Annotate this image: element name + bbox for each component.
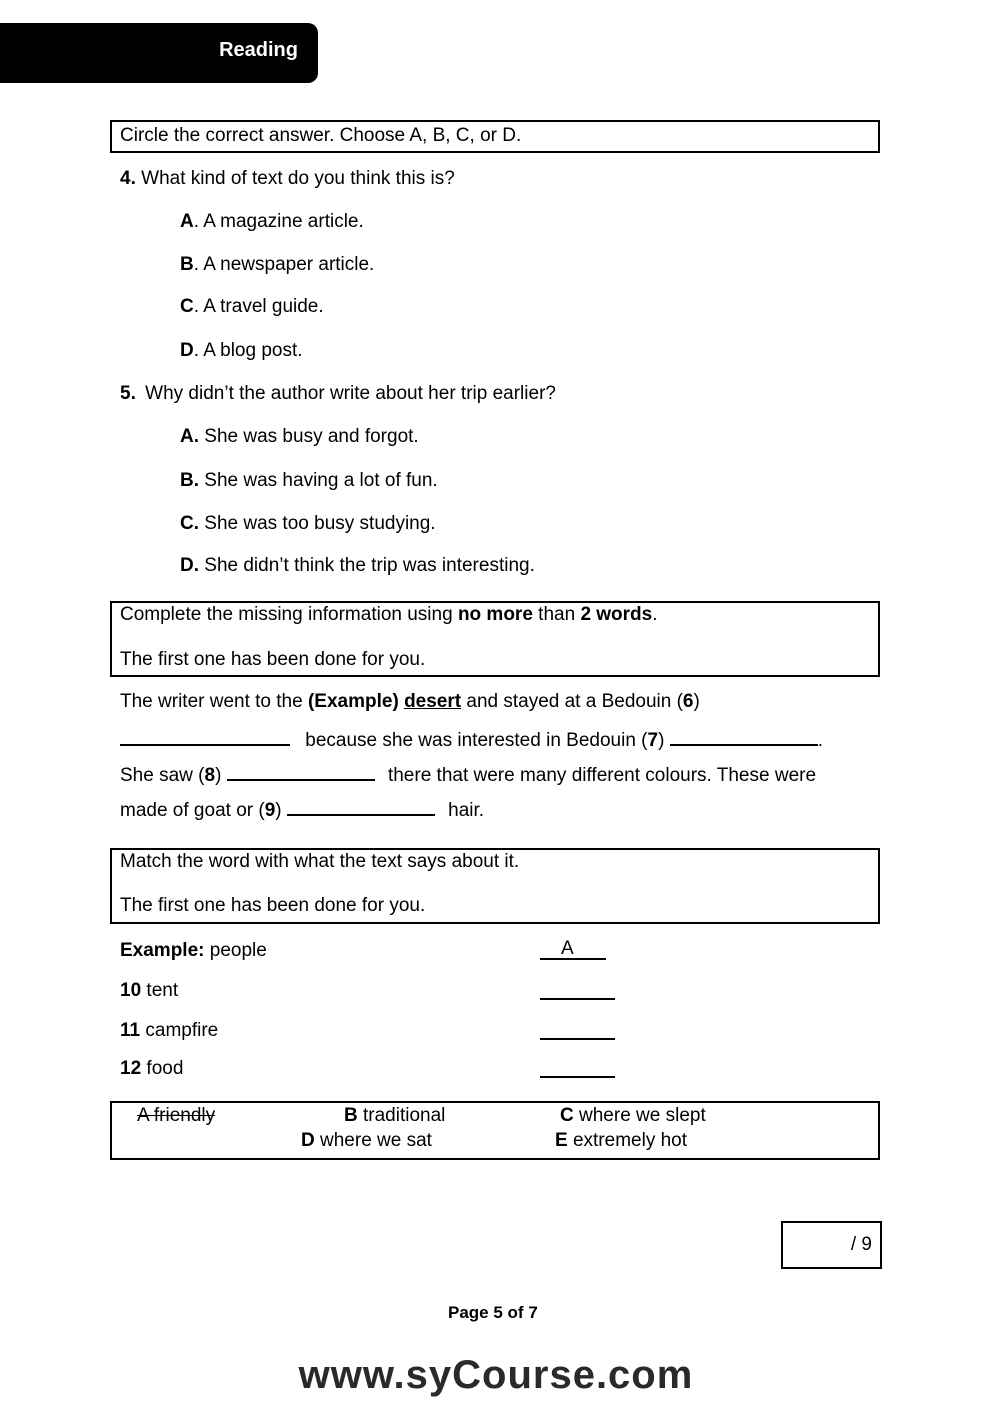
option-text: . A magazine article. bbox=[193, 211, 364, 232]
option-text: She was too busy studying. bbox=[204, 513, 436, 534]
option-letter: D. bbox=[180, 555, 199, 576]
q5-option-a[interactable] bbox=[180, 426, 419, 448]
option-text: She was having a lot of fun. bbox=[204, 470, 438, 491]
match-example-answer: A bbox=[540, 940, 606, 966]
option-letter: B bbox=[180, 254, 194, 275]
q4-option-c[interactable] bbox=[180, 296, 324, 318]
q4-option-b[interactable] bbox=[180, 254, 374, 276]
match-answer-12[interactable] bbox=[540, 1058, 615, 1084]
option-c: C where we slept bbox=[560, 1105, 706, 1126]
instruction-line-2: The first one has been done for you. bbox=[120, 895, 426, 916]
section-title: Reading bbox=[219, 39, 298, 61]
option-a-used: A friendly bbox=[137, 1105, 216, 1126]
page-number: Page 5 of 7 bbox=[448, 1303, 538, 1322]
gapfill-line-1: The writer went to the (Example) desert and stayed at a Bedouin (6) bbox=[120, 691, 700, 712]
answer-blank-8[interactable] bbox=[227, 761, 375, 781]
score-total: / 9 bbox=[850, 1234, 872, 1255]
q5-option-c[interactable] bbox=[180, 513, 436, 535]
gapfill-line-3: She saw (8) there that were many different colours. These were bbox=[120, 761, 816, 787]
option-e: E extremely hot bbox=[555, 1130, 688, 1151]
section-tab bbox=[0, 23, 318, 83]
option-letter: A. bbox=[180, 426, 199, 447]
option-letter: C. bbox=[180, 513, 199, 534]
instruction-line-1: Match the word with what the text says about it. bbox=[120, 851, 520, 872]
q5-option-d[interactable] bbox=[180, 555, 535, 577]
option-letter: A bbox=[180, 211, 194, 232]
gapfill-line-2: because she was interested in Bedouin (7) . bbox=[120, 726, 823, 752]
option-text: She was busy and forgot. bbox=[204, 426, 419, 447]
question-text: What kind of text do you think this is? bbox=[141, 168, 455, 189]
match-example-row: Example: people bbox=[120, 940, 267, 961]
score-box bbox=[781, 1221, 882, 1269]
option-text: She didn’t think the trip was interesting. bbox=[204, 555, 535, 576]
answer-blank-6[interactable] bbox=[120, 726, 290, 746]
option-text: . A travel guide. bbox=[193, 296, 324, 317]
instruction-box-complete bbox=[110, 601, 880, 677]
gapfill-line-4: made of goat or (9) hair. bbox=[120, 796, 484, 822]
answer-blank-9[interactable] bbox=[287, 796, 435, 816]
question-5 bbox=[120, 383, 556, 405]
q5-option-b[interactable] bbox=[180, 470, 438, 492]
q4-option-d[interactable] bbox=[180, 340, 303, 362]
match-options-box bbox=[110, 1101, 880, 1160]
option-b: B traditional bbox=[344, 1105, 446, 1126]
instruction-line-2: The first one has been done for you. bbox=[120, 649, 426, 670]
question-number: 4. bbox=[120, 168, 136, 189]
q4-option-a[interactable] bbox=[180, 211, 364, 233]
option-letter: D bbox=[180, 340, 194, 361]
match-row-10: 10 tent bbox=[120, 980, 179, 1001]
answer-blank-7[interactable] bbox=[670, 726, 818, 746]
instruction-box-match bbox=[110, 848, 880, 924]
question-text: Why didn’t the author write about her trip earlier? bbox=[145, 383, 556, 404]
question-4 bbox=[120, 168, 455, 190]
instruction-line-1: Complete the missing information using no more than 2 words. bbox=[120, 604, 658, 625]
instruction-text: Circle the correct answer. Choose A, B, C, or D. bbox=[120, 125, 522, 146]
option-letter: C bbox=[180, 296, 194, 317]
option-text: . A newspaper article. bbox=[193, 254, 375, 275]
watermark-logo: www.syCourse.com bbox=[298, 1353, 694, 1397]
option-d: D where we sat bbox=[301, 1130, 432, 1151]
match-row-11: 11 campfire bbox=[120, 1020, 219, 1041]
instruction-box-circle bbox=[110, 120, 880, 153]
option-text: . A blog post. bbox=[193, 340, 303, 361]
match-answer-10[interactable] bbox=[540, 980, 615, 1006]
match-row-12: 12 food bbox=[120, 1058, 184, 1079]
example-answer: desert bbox=[404, 691, 462, 712]
question-number: 5. bbox=[120, 383, 136, 404]
match-answer-11[interactable] bbox=[540, 1020, 615, 1046]
option-letter: B. bbox=[180, 470, 199, 491]
